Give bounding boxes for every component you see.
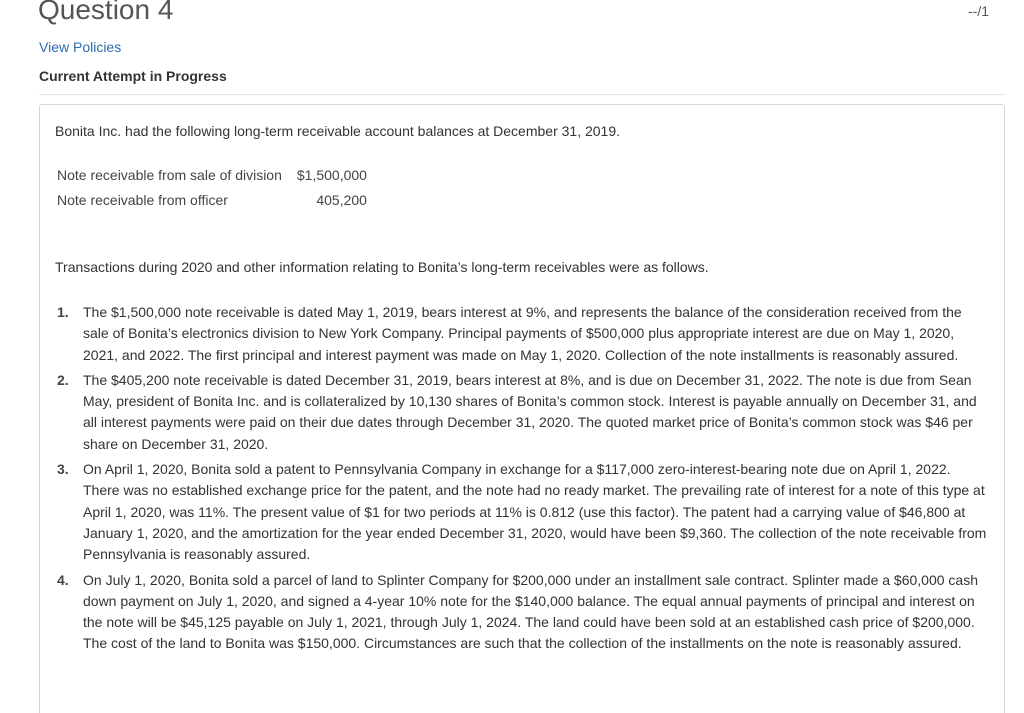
balances-table xyxy=(54,163,370,213)
attempt-status: Current Attempt in Progress xyxy=(39,68,227,84)
list-item xyxy=(55,570,990,655)
transactions-list xyxy=(55,302,990,659)
item-number: 1. xyxy=(57,304,69,320)
item-text: The $1,500,000 note receivable is dated May 1, 2019, bears interest at 9%, and represents the balance of the consideration received from the sale of Bonita’s electronics division to New York Company. Principal payments of $500,000 plus appropriate interest are due on May 1, 2020, 2021, and 2022. The first principal and interest payment was made on May 1, 2020. Collection of the note installments is reasonably assured. xyxy=(83,304,962,363)
balance-amount: $1,500,000 xyxy=(296,167,367,183)
header-divider xyxy=(39,94,1005,95)
item-text: The $405,200 note receivable is dated December 31, 2019, bears interest at 8%, and is due on December 31, 2022. The note is due from Sean May, president of Bonita Inc. and is collateralized by 10,130 shares of Bonita’s common stock. Interest is payable annually on December 31, and all interest payments were paid on their due dates through December 31, 2020. The quoted market price of Bonita’s common stock was $46 per share on December 31, 2020. xyxy=(83,371,977,452)
balance-amount: 405,200 xyxy=(316,192,367,208)
item-number: 4. xyxy=(57,571,69,588)
table-row xyxy=(54,163,370,188)
question-score: --/1 xyxy=(968,3,989,19)
view-policies-link[interactable]: View Policies xyxy=(39,39,122,55)
list-item xyxy=(55,302,990,366)
list-item xyxy=(55,459,990,565)
table-row xyxy=(54,188,370,213)
item-text: On July 1, 2020, Bonita sold a parcel of land to Splinter Company for $200,000 under an installment sale contract. Splinter made a $60,000 cash down payment on July 1, 2020, and signed a 4-year 10% note for the $140,000 balance. The equal annual payments of principal and interest on the note will be $45,125 payable on July 1, 2021, through July 1, 2024. The land could have been sold at an established cash price of $200,000. The cost of the land to Bonita was $150,000. Circumstances are such that the collection of the installments on the note is reasonably assured. xyxy=(83,571,978,652)
balance-label: Note receivable from sale of division xyxy=(57,167,282,183)
item-number: 2. xyxy=(57,371,69,388)
question-title: Question 4 xyxy=(38,0,174,25)
list-item xyxy=(55,370,990,455)
question-card xyxy=(39,104,1005,713)
item-text: On April 1, 2020, Bonita sold a patent to Pennsylvania Company in exchange for a $117,000 zero-interest-bearing note due on April 1, 2022. There was no established exchange price for the patent, and the note had no ready market. The prevailing rate of interest for a note of this type at April 1, 2020, was 11%. The present value of $1 for two periods at 11% is 0.812 (use this factor). The patent had a carrying value of $46,800 at January 1, 2020, and the amortization for the year ended December 31, 2020, would have been $9,360. The collection of the note receivable from Pennsylvania is reasonably assured. xyxy=(83,461,987,563)
transactions-intro: Transactions during 2020 and other information relating to Bonita’s long-term receivables were as follows. xyxy=(55,259,709,275)
problem-intro: Bonita Inc. had the following long-term receivable account balances at December 31, 2019. xyxy=(55,123,621,139)
item-number: 3. xyxy=(57,461,69,478)
balance-label: Note receivable from officer xyxy=(57,192,228,208)
